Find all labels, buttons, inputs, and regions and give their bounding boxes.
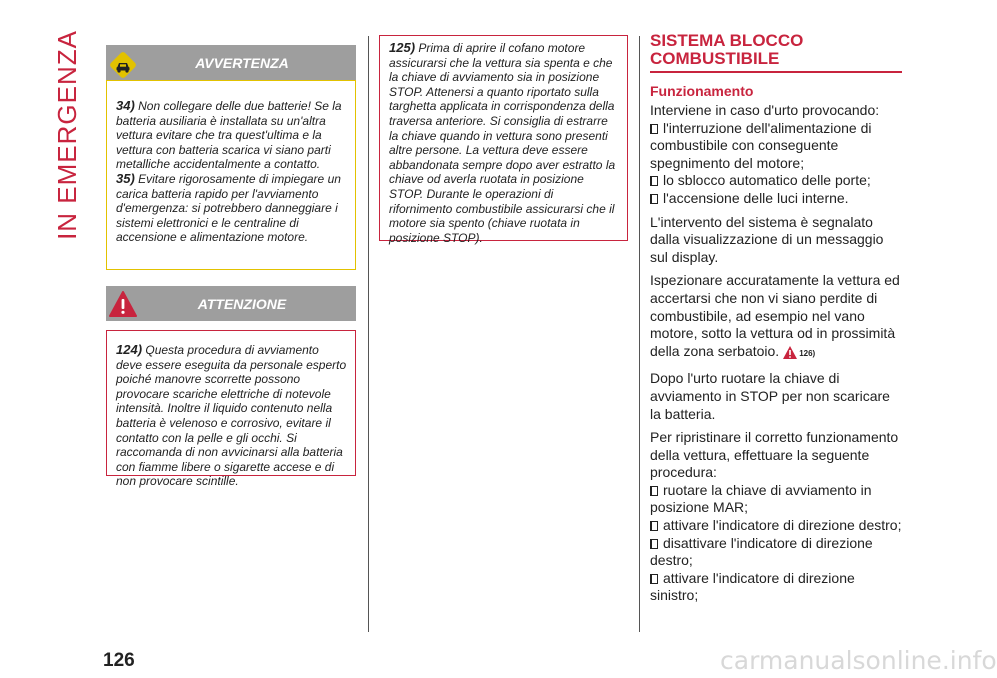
page-number: 126	[103, 650, 135, 671]
warning-box-body	[106, 80, 356, 270]
list-item: attivare l'indicatore di direzione sinistro;	[650, 569, 855, 604]
note-text: Prima di aprire il cofano motore assicurarsi che la vettura sia spenta e che la chiave di avviamento sia in posizione STOP. Attenersi a quanto riportato sulla targhetta applicata in corrispondenza della traversa anteriore. Si consiglia di estrarre la chiave quando in vettura sono presenti altre persone. La vettura deve essere abbandonata sempre dopo aver estratto la chiave od averla ruotata in posizione STOP. Durante le operazioni di rifornimento combustibile assicurarsi che il motore sia spento (chiave ruotata in posizione STOP).	[389, 41, 616, 245]
note-text: Evitare rigorosamente di impiegare un carica batteria rapido per l'avviamento d'emergenza: si potrebbero danneggiare i sistemi elettronici e le centraline di accensione e alimentazione motore.	[116, 171, 341, 245]
attention-box-header	[106, 286, 356, 321]
checkbox-bullet-icon	[650, 539, 658, 549]
list-item: l'interruzione dell'alimentazione di combustibile con conseguente spegnimento del motore;	[650, 119, 872, 171]
warning-note-34	[116, 99, 347, 172]
warning-box-header	[106, 45, 356, 80]
checkbox-bullet-icon	[650, 124, 658, 134]
intro-text: Interviene in caso d'urto provocando:	[650, 102, 880, 118]
signal-paragraph: L'intervento del sistema è segnalato dalla visualizzazione di un messaggio sul display.	[650, 213, 884, 265]
list-item: ruotare la chiave di avviamento in posizione MAR;	[650, 481, 872, 516]
danger-triangle-icon	[782, 345, 798, 365]
note-number: 124)	[116, 342, 143, 357]
section-title: SISTEMA BLOCCO COMBUSTIBILE	[650, 32, 902, 73]
middle-note-box	[379, 35, 628, 245]
note-number: 125)	[389, 40, 416, 55]
warning-box-title: AVVERTENZA	[195, 54, 289, 71]
chapter-side-tab: IN EMERGENZA	[52, 30, 82, 240]
checkbox-bullet-icon	[650, 486, 658, 496]
note-text: Non collegare delle due batterie! Se la batteria ausiliaria è installata su un'altra vettura evitare che tra quest'ultima e la vettura con batteria scarica vi siano parti metalliche accidentalmente a contatto.	[116, 99, 342, 172]
checkbox-bullet-icon	[650, 194, 658, 204]
attention-box-title: ATTENZIONE	[197, 295, 287, 312]
column-divider-2	[639, 36, 640, 632]
middle-note-125	[389, 41, 619, 245]
restore-paragraph: Per ripristinare il corretto funzionamento della vettura, effettuare la seguente procedura:	[650, 429, 899, 481]
list-item: disattivare l'indicatore di direzione destro;	[650, 534, 873, 569]
right-column	[650, 32, 902, 605]
attention-note-124	[116, 343, 347, 489]
column-divider-1	[368, 36, 369, 632]
inspect-paragraph: Ispezionare accuratamente la vettura ed accertarsi che non vi siano perdite di combustibile, ad esempio nel vano motore, sotto la vettura od in prossimità della zona serbatoio. 126)	[650, 272, 902, 364]
danger-triangle-icon	[108, 290, 138, 323]
list-item: l'accensione delle luci interne.	[650, 190, 902, 208]
note-number: 35)	[116, 170, 135, 186]
checkbox-bullet-icon	[650, 574, 658, 584]
note-text: Questa procedura di avviamento deve essere eseguita da personale esperto poiché manovre scorrette possono provocare scariche elettriche di notevole intensità. Inoltre il liquido contenuto nella batteria è velenoso e corrosivo, evitare il contatto con la pelle e gli occhi. Si raccomanda di non avvicinarsi alla batteria con fiamme libere o sigarette accese e di non provocare scintille.	[116, 343, 347, 489]
attention-box-body	[106, 330, 356, 489]
section-subtitle: Funzionamento	[650, 83, 754, 99]
note-reference: 126)	[799, 348, 816, 358]
warning-note-35	[116, 172, 347, 245]
list-item: lo sblocco automatico delle porte;	[650, 172, 902, 190]
checkbox-bullet-icon	[650, 521, 658, 531]
checkbox-bullet-icon	[650, 176, 658, 186]
note-number: 34)	[116, 98, 135, 113]
list-item: attivare l'indicatore di direzione destro;	[650, 517, 902, 535]
after-crash-paragraph: Dopo l'urto ruotare la chiave di avviamento in STOP per non scaricare la batteria.	[650, 370, 890, 422]
watermark-text: carmanualsonline.info	[720, 646, 997, 675]
